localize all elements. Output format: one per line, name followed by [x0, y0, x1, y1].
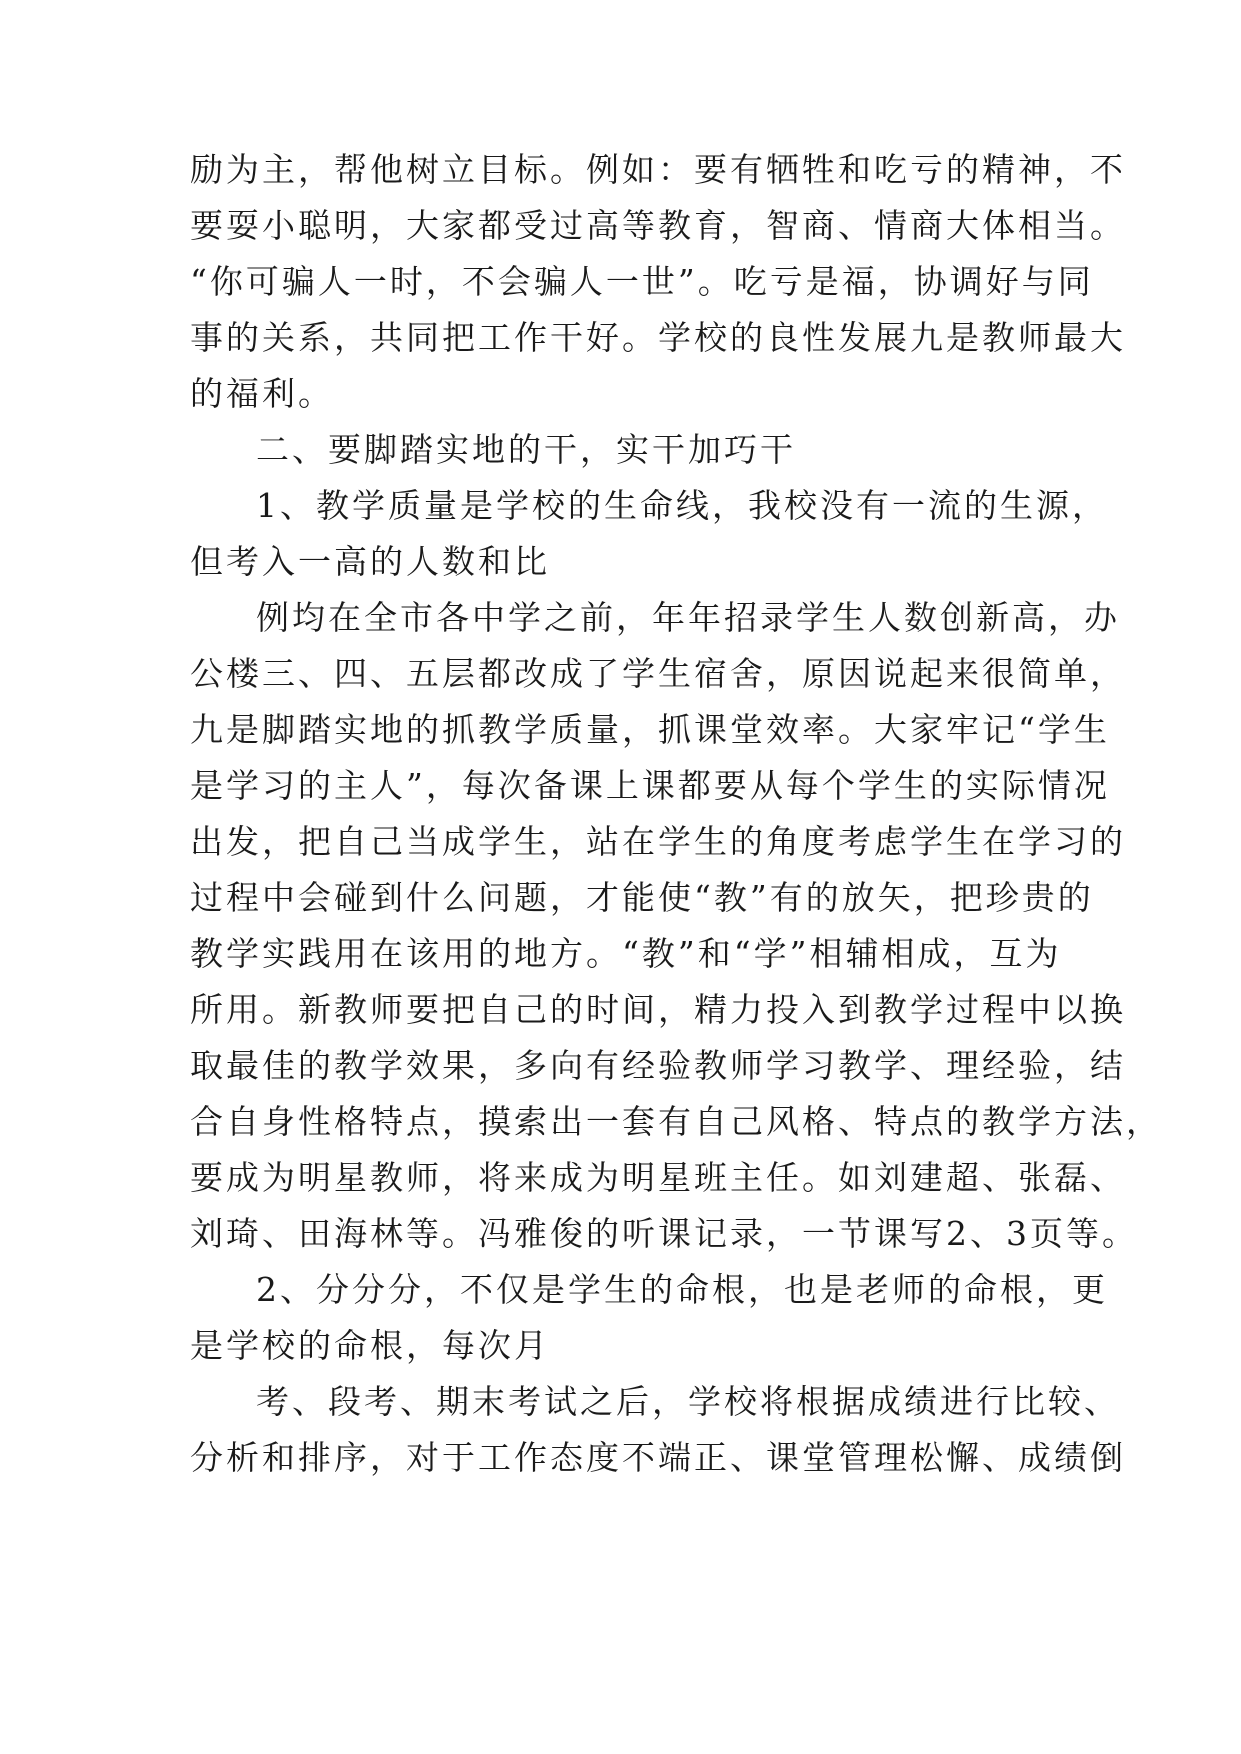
text-line: 九是脚踏实地的抓教学质量，抓课堂效率。大家牢记“学生	[190, 710, 1110, 749]
text-line: 但考入一高的人数和比	[190, 542, 550, 581]
text-line: 合自身性格特点，摸索出一套有自己风格、特点的教学方法，	[190, 1102, 1162, 1141]
text-line: 要成为明星教师，将来成为明星班主任。如刘建超、张磊、	[190, 1158, 1126, 1197]
text-line: 的福利。	[190, 374, 334, 413]
text-line: 要耍小聪明，大家都受过高等教育，智商、情商大体相当。	[190, 206, 1126, 245]
text-line: 考、段考、期末考试之后，学校将根据成绩进行比较、	[256, 1382, 1120, 1421]
text-line: 公楼三、四、五层都改成了学生宿舍，原因说起来很简单，	[190, 654, 1126, 693]
text-line: 2、分分分，不仅是学生的命根，也是老师的命根，更	[256, 1270, 1108, 1309]
text-line: 过程中会碰到什么问题，才能使“教”有的放矢，把珍贵的	[190, 878, 1094, 917]
text-line: 事的关系，共同把工作干好。学校的良性发展九是教师最大	[190, 318, 1126, 357]
section-heading: 二、要脚踏实地的干，实干加巧干	[256, 430, 796, 469]
text-line: 教学实践用在该用的地方。“教”和“学”相辅相成，互为	[190, 934, 1062, 973]
text-line: 取最佳的教学效果，多向有经验教师学习教学、理经验，结	[190, 1046, 1126, 1085]
text-line: 例均在全市各中学之前，年年招录学生人数创新高，办	[256, 598, 1120, 637]
text-line: 出发，把自己当成学生，站在学生的角度考虑学生在学习的	[190, 822, 1126, 861]
text-line: 所用。新教师要把自己的时间，精力投入到教学过程中以换	[190, 990, 1126, 1029]
text-line: 是学校的命根，每次月	[190, 1326, 550, 1365]
text-line: 分析和排序，对于工作态度不端正、课堂管理松懈、成绩倒	[190, 1438, 1126, 1477]
text-line: 1、教学质量是学校的生命线，我校没有一流的生源，	[256, 486, 1108, 525]
text-line: “你可骗人一时，不会骗人一世”。吃亏是福，协调好与同	[190, 262, 1094, 301]
text-line: 励为主，帮他树立目标。例如：要有牺牲和吃亏的精神，不	[190, 150, 1126, 189]
text-line: 是学习的主人”，每次备课上课都要从每个学生的实际情况	[190, 766, 1110, 805]
text-line: 刘琦、田海林等。冯雅俊的听课记录，一节课写2、3页等。	[190, 1214, 1138, 1253]
